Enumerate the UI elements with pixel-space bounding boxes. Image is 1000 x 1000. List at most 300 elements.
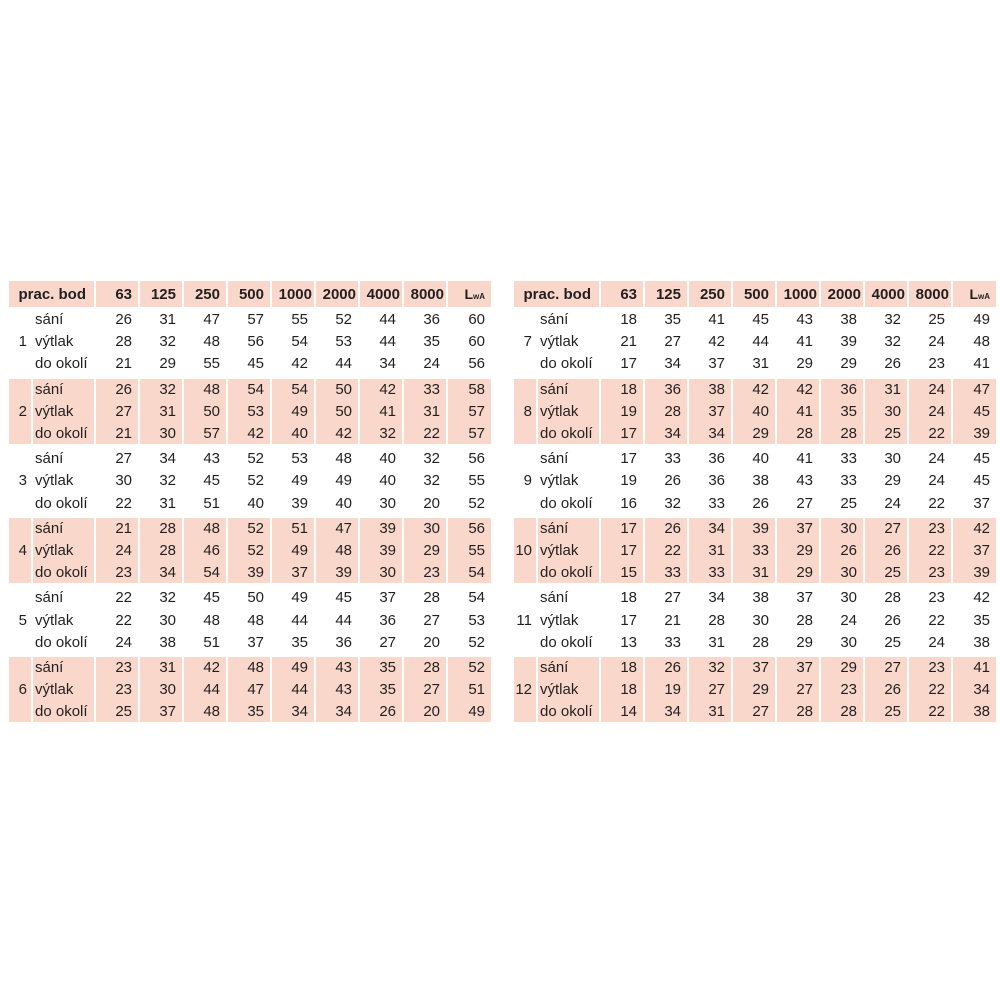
point-number [514,377,538,400]
lwa-subscript: wA [473,291,485,301]
level-value: 17 [601,353,645,376]
header-freq: 125 [645,281,689,307]
level-value: 44 [733,330,777,353]
point-number: 11 [514,608,538,631]
header-freq: 500 [228,281,272,307]
level-value: 32 [140,330,184,353]
row-label: výtlak [538,539,601,562]
row-label: sání [538,655,601,678]
level-value: 48 [228,655,272,678]
header-row [9,281,491,307]
level-value: 22 [909,423,953,446]
level-value: 45 [228,353,272,376]
level-value: 27 [360,632,404,655]
level-value: 57 [184,423,228,446]
level-value: 38 [733,469,777,492]
level-value: 21 [601,330,645,353]
level-value: 42 [360,377,404,400]
level-value: 29 [777,632,821,655]
lwa-value: 58 [448,377,491,400]
table-row [514,330,996,353]
table-row [9,678,491,701]
level-value: 23 [909,562,953,585]
level-value: 25 [865,701,909,724]
level-value: 20 [404,632,448,655]
level-value: 48 [184,516,228,539]
level-value: 38 [821,307,865,330]
lwa-subscript: wA [978,291,990,301]
point-number [514,423,538,446]
level-value: 30 [821,562,865,585]
level-value: 28 [821,423,865,446]
level-value: 20 [404,493,448,516]
level-value: 23 [96,678,140,701]
point-number: 9 [514,469,538,492]
level-value: 39 [821,330,865,353]
level-value: 25 [865,632,909,655]
level-value: 30 [96,469,140,492]
level-value: 37 [228,632,272,655]
level-value: 28 [404,585,448,608]
level-value: 44 [360,307,404,330]
level-value: 34 [140,562,184,585]
level-value: 52 [228,516,272,539]
lwa-value: 45 [953,446,996,469]
level-value: 17 [601,608,645,631]
level-value: 53 [228,400,272,423]
level-value: 30 [140,678,184,701]
level-value: 39 [316,562,360,585]
level-value: 19 [601,400,645,423]
point-number [514,585,538,608]
level-value: 34 [140,446,184,469]
table-row [9,377,491,400]
lwa-value: 45 [973,472,990,490]
level-value: 41 [777,400,821,423]
level-value: 51 [272,516,316,539]
level-value: 39 [228,562,272,585]
level-value: 50 [316,377,360,400]
level-value: 27 [865,516,909,539]
level-value: 42 [777,377,821,400]
level-value: 43 [316,678,360,701]
level-value: 27 [689,678,733,701]
point-number [514,516,538,539]
row-label: sání [538,377,601,400]
lwa-value: 38 [953,701,996,724]
level-value: 44 [272,678,316,701]
level-value: 40 [316,493,360,516]
level-value: 44 [272,608,316,631]
lwa-value: 47 [953,377,996,400]
level-value: 34 [272,701,316,724]
level-value: 27 [645,330,689,353]
header-freq: 63 [96,281,140,307]
level-value: 38 [689,377,733,400]
level-value: 42 [272,353,316,376]
row-label: do okolí [33,562,96,585]
table-header [9,281,491,307]
table-row [9,423,491,446]
level-value: 28 [777,701,821,724]
level-value: 50 [228,585,272,608]
level-value: 36 [689,446,733,469]
level-value: 41 [777,446,821,469]
table-row [514,562,996,585]
header-freq: 1000 [272,281,316,307]
header-freq: 4000 [360,281,404,307]
level-value: 30 [140,423,184,446]
header-point: prac. bod [514,281,601,307]
table-row [9,632,491,655]
level-value: 27 [645,585,689,608]
level-value: 21 [96,516,140,539]
level-value: 46 [184,539,228,562]
row-label: do okolí [538,353,601,376]
level-value: 34 [689,516,733,539]
level-value: 22 [909,701,953,724]
row-label: sání [538,516,601,539]
level-value: 30 [360,562,404,585]
level-value: 47 [228,678,272,701]
lwa-value: 57 [448,400,491,423]
level-value: 29 [821,353,865,376]
lwa-value: 38 [953,632,996,655]
table-row [514,585,996,608]
level-value: 34 [689,585,733,608]
level-value: 24 [404,353,448,376]
level-value: 18 [601,678,645,701]
level-value: 37 [689,353,733,376]
level-value: 21 [96,423,140,446]
level-value: 29 [733,423,777,446]
row-label: výtlak [538,469,601,492]
level-value: 29 [140,353,184,376]
level-value: 37 [272,562,316,585]
level-value: 25 [96,701,140,724]
level-value: 22 [909,539,953,562]
row-label: do okolí [538,493,601,516]
level-value: 24 [909,377,953,400]
table-header [514,281,996,307]
level-value: 33 [645,446,689,469]
level-value: 26 [865,353,909,376]
level-value: 26 [96,307,140,330]
level-value: 21 [645,608,689,631]
table-body [9,307,491,724]
level-value: 39 [360,539,404,562]
level-value: 50 [184,400,228,423]
table-row [514,608,996,631]
point-number [514,307,538,330]
table-row [514,516,996,539]
level-value: 37 [689,400,733,423]
point-number: 8 [514,400,538,423]
level-value: 53 [272,446,316,469]
level-value: 48 [184,377,228,400]
table-row [514,678,996,701]
point-number: 5 [9,608,33,631]
level-value: 37 [777,655,821,678]
noise-table-right [514,281,996,724]
level-value: 33 [404,377,448,400]
level-value: 34 [645,353,689,376]
table-row [514,632,996,655]
level-value: 14 [601,701,645,724]
level-value: 33 [689,493,733,516]
point-number: 3 [9,469,33,492]
level-value: 31 [140,655,184,678]
level-value: 32 [689,655,733,678]
level-value: 28 [140,516,184,539]
lwa-value: 54 [448,585,491,608]
level-value: 22 [96,585,140,608]
point-number [9,585,33,608]
lwa-value: 39 [953,423,996,446]
level-value: 30 [404,516,448,539]
level-value: 42 [733,377,777,400]
level-value: 31 [689,632,733,655]
level-value: 17 [601,516,645,539]
row-label: do okolí [33,353,96,376]
table-row [9,307,491,330]
point-number [9,377,33,400]
level-value: 19 [601,469,645,492]
level-value: 34 [645,423,689,446]
level-value: 24 [909,330,953,353]
table-row [9,655,491,678]
level-value: 24 [821,608,865,631]
level-value: 29 [733,678,777,701]
level-value: 35 [360,655,404,678]
level-value: 32 [140,585,184,608]
row-label: sání [33,446,96,469]
level-value: 39 [360,516,404,539]
level-value: 55 [184,353,228,376]
level-value: 29 [777,562,821,585]
level-value: 31 [733,562,777,585]
level-value: 29 [777,539,821,562]
level-value: 28 [96,330,140,353]
level-value: 28 [777,608,821,631]
row-label: sání [33,585,96,608]
row-label: sání [33,655,96,678]
level-value: 49 [272,400,316,423]
row-label: sání [33,516,96,539]
level-value: 45 [316,585,360,608]
table-row [9,539,491,562]
point-number [514,353,538,376]
row-label: do okolí [538,562,601,585]
level-value: 35 [821,400,865,423]
point-number [9,655,33,678]
point-number [9,516,33,539]
level-value: 32 [360,423,404,446]
row-label: do okolí [33,632,96,655]
point-number [514,562,538,585]
row-label: výtlak [33,469,96,492]
level-value: 48 [184,701,228,724]
level-value: 34 [645,701,689,724]
level-value: 29 [777,353,821,376]
level-value: 27 [777,493,821,516]
point-number [9,632,33,655]
row-label: výtlak [33,539,96,562]
point-number [514,446,538,469]
level-value: 34 [316,701,360,724]
level-value: 20 [404,701,448,724]
row-label: sání [538,307,601,330]
level-value: 22 [909,493,953,516]
table-row [9,469,491,492]
level-value: 51 [184,632,228,655]
level-value: 34 [360,353,404,376]
level-value: 28 [140,539,184,562]
level-value: 37 [140,701,184,724]
noise-table-left [9,281,491,724]
lwa-value: 52 [448,655,491,678]
level-value: 26 [96,377,140,400]
level-value: 33 [645,562,689,585]
header-freq: 500 [733,281,777,307]
row-label: výtlak [33,608,96,631]
level-value: 17 [601,423,645,446]
level-value: 48 [316,446,360,469]
level-value: 42 [316,423,360,446]
level-value: 36 [360,608,404,631]
level-value: 32 [404,469,448,492]
level-value: 36 [645,377,689,400]
level-value: 33 [821,469,865,492]
level-value: 37 [360,585,404,608]
table-row [9,400,491,423]
header-freq: 1000 [777,281,821,307]
level-value: 45 [184,469,228,492]
level-value: 43 [184,446,228,469]
table-row [514,423,996,446]
level-value: 49 [272,655,316,678]
level-value: 24 [909,632,953,655]
row-label: výtlak [538,608,601,631]
table-row [514,539,996,562]
point-number [9,493,33,516]
table-row [514,655,996,678]
level-value: 22 [909,608,953,631]
level-value: 25 [909,307,953,330]
level-value: 31 [689,701,733,724]
level-value: 37 [777,516,821,539]
header-freq: 125 [140,281,184,307]
level-value: 49 [316,469,360,492]
level-value: 26 [821,539,865,562]
level-value: 42 [689,330,733,353]
level-value: 44 [360,330,404,353]
header-freq: 2000 [821,281,865,307]
level-value: 25 [865,562,909,585]
lwa-value: 42 [953,516,996,539]
level-value: 54 [184,562,228,585]
level-value: 53 [316,330,360,353]
level-value: 57 [228,307,272,330]
lwa-value: 41 [953,353,996,376]
point-number: 4 [9,539,33,562]
level-value: 36 [689,469,733,492]
level-value: 41 [689,307,733,330]
level-value: 26 [645,655,689,678]
lwa-value: 41 [953,655,996,678]
level-value: 28 [733,632,777,655]
level-value: 30 [360,493,404,516]
level-value: 21 [96,353,140,376]
level-value: 54 [272,377,316,400]
table-body [514,307,996,724]
level-value: 48 [228,608,272,631]
point-number: 2 [9,400,33,423]
level-value: 22 [96,608,140,631]
level-value: 26 [865,539,909,562]
point-number: 10 [514,539,538,562]
header-freq: 2000 [316,281,360,307]
level-value: 23 [821,678,865,701]
row-label: sání [538,585,601,608]
level-value: 25 [865,423,909,446]
level-value: 54 [228,377,272,400]
level-value: 36 [821,377,865,400]
row-label: sání [33,377,96,400]
lwa-value: 52 [448,632,491,655]
level-value: 30 [865,446,909,469]
point-number [514,655,538,678]
level-value: 27 [865,655,909,678]
row-label: do okolí [33,423,96,446]
lwa-value: 42 [953,585,996,608]
level-value: 35 [360,678,404,701]
point-number [9,307,33,330]
lwa-value: 56 [448,516,491,539]
level-value: 28 [404,655,448,678]
lwa-value: 49 [448,701,491,724]
level-value: 25 [821,493,865,516]
point-number [9,353,33,376]
level-value: 47 [184,307,228,330]
level-value: 31 [865,377,909,400]
level-value: 23 [909,585,953,608]
table-row [514,400,996,423]
level-value: 31 [733,353,777,376]
row-label: do okolí [33,493,96,516]
level-value: 28 [689,608,733,631]
level-value: 24 [865,493,909,516]
level-value: 23 [909,655,953,678]
level-value: 32 [645,493,689,516]
lwa-value: 51 [448,678,491,701]
lwa-value: 48 [973,333,990,351]
level-value: 33 [645,632,689,655]
table-row [9,516,491,539]
level-value: 47 [316,516,360,539]
level-value: 56 [228,330,272,353]
level-value: 40 [228,493,272,516]
table-row [514,493,996,516]
point-number: 7 [514,330,538,353]
level-value: 31 [404,400,448,423]
lwa-value: 60 [448,307,491,330]
table-row [9,562,491,585]
lwa-value: 54 [448,562,491,585]
row-label: výtlak [33,330,96,353]
level-value: 43 [777,307,821,330]
level-value: 30 [140,608,184,631]
